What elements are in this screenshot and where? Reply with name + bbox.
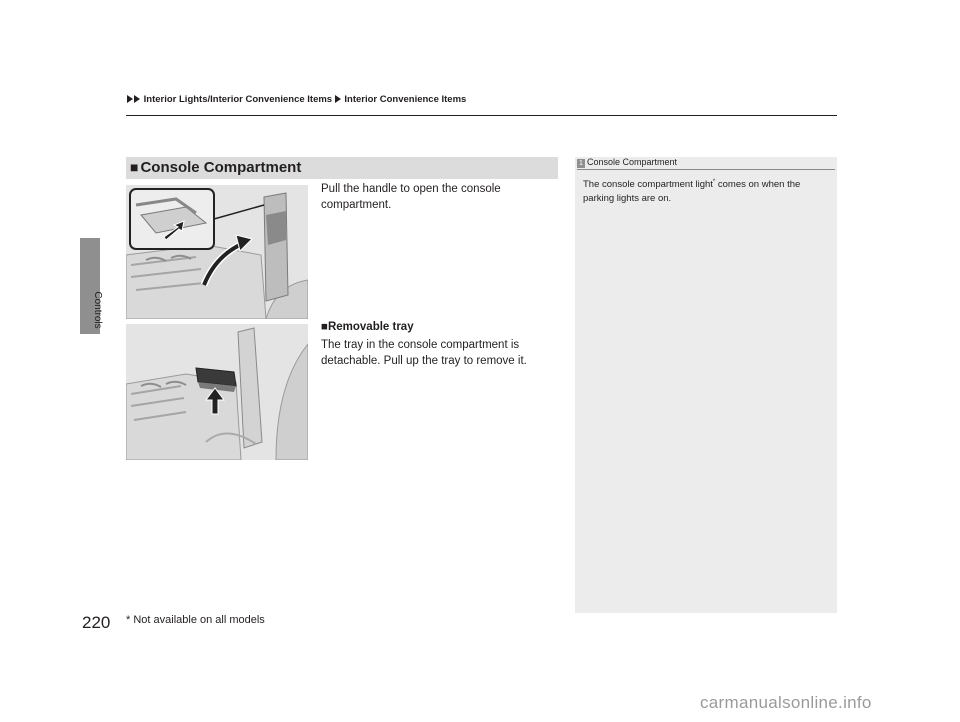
footnote: * Not available on all models [126,614,265,626]
breadcrumb [127,94,466,105]
watermark: carmanualsonline.info [700,693,872,712]
note-text-part1: The console compartment light [583,179,713,191]
note-heading [577,157,677,168]
note-panel [575,157,837,613]
section-title-text: Console Compartment [140,159,302,176]
subsection-marker-icon: ■ [321,321,328,333]
header-divider [126,115,837,116]
note-text [583,175,833,206]
section-marker-icon: ■ [130,159,139,175]
removable-tray-illustration [126,324,308,460]
section-title [130,159,301,176]
tray-instructions: The tray in the console compartment is detachable. Pull up the tray to remove it. [321,339,527,367]
removable-tray-heading [321,321,414,333]
breadcrumb-arrow-icon [335,95,341,103]
note-divider [577,169,835,170]
open-instructions: Pull the handle to open the console compartment. [321,183,501,211]
note-title: Console Compartment [587,157,678,167]
note-asterisk: * [712,179,716,185]
removable-tray-title: Removable tray [327,321,414,333]
note-text-part2: comes on when the parking lights are on. [583,179,801,205]
breadcrumb-arrow-icon [134,95,140,103]
note-number-icon: 1 [577,159,585,168]
page-number: 220 [82,613,111,632]
chapter-label: Controls [92,291,103,329]
breadcrumb-arrow-icon [127,95,133,103]
breadcrumb-item-convenience[interactable]: Interior Convenience Items [344,94,467,105]
breadcrumb-item-interior-lights[interactable]: Interior Lights/Interior Convenience Items [143,94,333,105]
console-open-illustration [126,185,308,319]
